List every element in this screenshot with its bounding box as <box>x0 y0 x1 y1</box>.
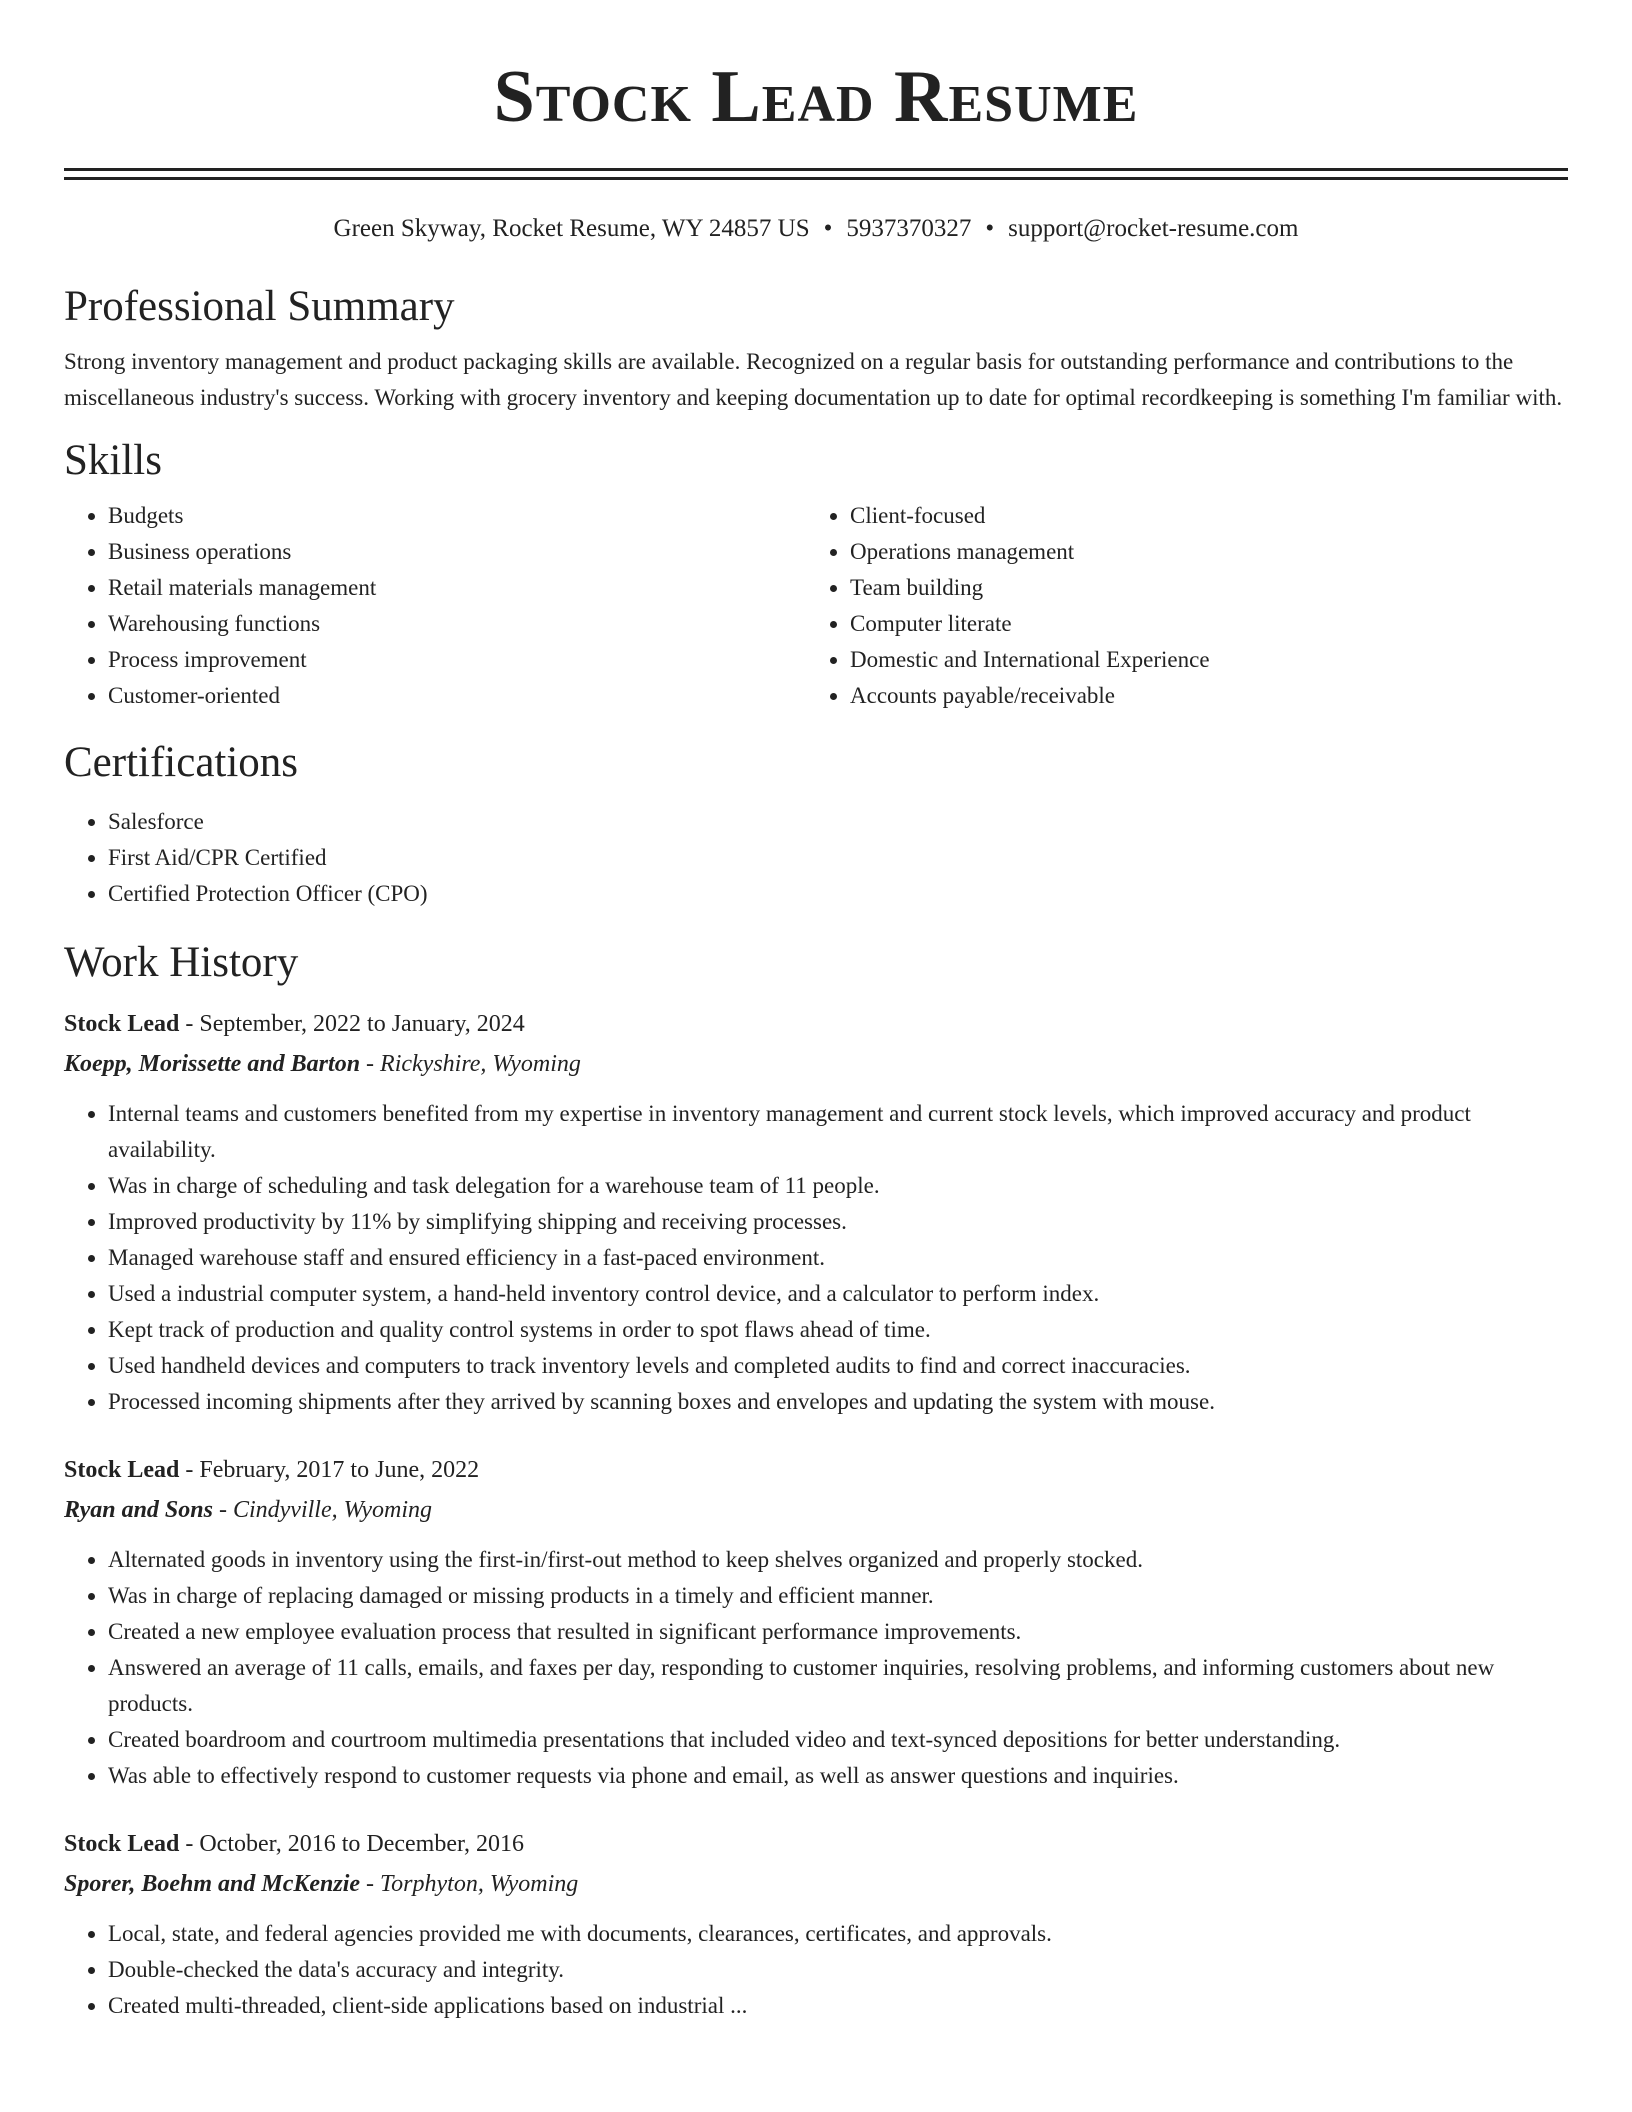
contact-address: Green Skyway, Rocket Resume, WY 24857 US <box>333 215 810 242</box>
job-bullet: • Processed incoming shipments after they arrived by scanning boxes and envelopes and updating the system with mouse. <box>108 1384 1568 1420</box>
job-bullets <box>64 1096 1568 1420</box>
job-bullet: • Alternated goods in inventory using the first-in/first-out method to keep shelves organized and properly stocked. <box>108 1542 1568 1578</box>
contact-separator: • <box>985 215 995 242</box>
job-location: - Cindyville, Wyoming <box>212 1497 433 1523</box>
job-company-line <box>64 1044 1568 1084</box>
certifications-heading: Certifications <box>64 739 299 786</box>
job-bullet: • Was able to effectively respond to customer requests via phone and email, as well as answer questions and inquiries. <box>108 1758 1568 1794</box>
skill-item: • Domestic and International Experience <box>850 642 1548 678</box>
job-title-line <box>64 1824 1568 1864</box>
job-location: - Torphyton, Wyoming <box>360 1871 579 1897</box>
certifications-section <box>64 738 1568 912</box>
job-dates: - February, 2017 to June, 2022 <box>179 1457 480 1483</box>
skill-item: • Customer-oriented <box>108 678 806 714</box>
skill-item: • Process improvement <box>108 642 806 678</box>
job-bullet: • Was in charge of scheduling and task delegation for a warehouse team of 11 people. <box>108 1168 1568 1204</box>
contact-line <box>64 214 1568 244</box>
certifications-list <box>64 804 1568 912</box>
job-bullet: • Created multi-threaded, client-side applications based on industrial ... <box>108 1988 1568 2024</box>
skills-column-left <box>64 498 806 714</box>
job-company: Koepp, Morissette and Barton <box>64 1051 361 1077</box>
job-entry <box>64 1004 1568 1420</box>
summary-section <box>64 282 1568 416</box>
skills-list-left <box>64 498 806 714</box>
job-title-line <box>64 1450 1568 1490</box>
skill-item: • Team building <box>850 570 1548 606</box>
job-bullets <box>64 1542 1568 1794</box>
skill-item: • Business operations <box>108 534 806 570</box>
summary-heading: Professional Summary <box>64 283 455 330</box>
skill-item: • Budgets <box>108 498 806 534</box>
job-bullet: • Managed warehouse staff and ensured efficiency in a fast-paced environment. <box>108 1240 1568 1276</box>
certification-item: • First Aid/CPR Certified <box>108 840 1568 876</box>
work-history-heading: Work History <box>64 939 299 986</box>
title-divider-top <box>64 168 1568 171</box>
job-bullet: • Local, state, and federal agencies provided me with documents, clearances, certificates, and approvals. <box>108 1916 1568 1952</box>
job-bullet: • Created boardroom and courtroom multimedia presentations that included video and text-synced depositions for better understanding. <box>108 1722 1568 1758</box>
job-entry <box>64 1450 1568 1794</box>
job-company-line <box>64 1864 1568 1904</box>
job-bullet: • Used a industrial computer system, a hand-held inventory control device, and a calculator to perform index. <box>108 1276 1568 1312</box>
job-bullet: • Improved productivity by 11% by simplifying shipping and receiving processes. <box>108 1204 1568 1240</box>
skill-item: • Warehousing functions <box>108 606 806 642</box>
skills-columns <box>64 498 1568 714</box>
skills-heading: Skills <box>64 437 162 484</box>
job-bullet: • Answered an average of 11 calls, emails, and faxes per day, responding to customer inquiries, resolving problems, and informing customers about new products. <box>108 1650 1568 1722</box>
job-bullet: • Created a new employee evaluation process that resulted in significant performance improvements. <box>108 1614 1568 1650</box>
job-company: Sporer, Boehm and McKenzie <box>64 1871 361 1897</box>
skills-column-right <box>806 498 1548 714</box>
job-bullet: • Was in charge of replacing damaged or missing products in a timely and efficient manner. <box>108 1578 1568 1614</box>
job-company-line <box>64 1490 1568 1530</box>
job-company: Ryan and Sons <box>64 1497 213 1523</box>
certification-item: • Certified Protection Officer (CPO) <box>108 876 1568 912</box>
work-history-section <box>64 938 1568 2024</box>
job-title-line <box>64 1004 1568 1044</box>
skill-item: • Computer literate <box>850 606 1548 642</box>
contact-phone: 5937370327 <box>846 215 972 242</box>
skill-item: • Operations management <box>850 534 1548 570</box>
certification-item: • Salesforce <box>108 804 1568 840</box>
resume-title: Stock Lead Resume <box>493 56 1139 138</box>
job-bullets <box>64 1916 1568 2024</box>
summary-text: Strong inventory management and product packaging skills are available. Recognized on a regular basis for outstanding performance and contributions to the miscellaneous industry's success. Working with grocery inventory and keeping documentation up to date for optimal recordkeeping is something I'm familiar with. <box>64 349 1563 410</box>
contact-email: support@rocket-resume.com <box>1008 215 1299 242</box>
skill-item: • Retail materials management <box>108 570 806 606</box>
title-divider-bottom <box>64 177 1568 180</box>
contact-separator: • <box>823 215 833 242</box>
job-role: Stock Lead <box>64 1831 180 1857</box>
job-role: Stock Lead <box>64 1011 180 1037</box>
job-bullet: • Used handheld devices and computers to track inventory levels and completed audits to find and correct inaccuracies. <box>108 1348 1568 1384</box>
job-dates: - September, 2022 to January, 2024 <box>179 1011 525 1037</box>
job-dates: - October, 2016 to December, 2016 <box>179 1831 524 1857</box>
job-bullet: • Double-checked the data's accuracy and integrity. <box>108 1952 1568 1988</box>
job-bullet: • Kept track of production and quality control systems in order to spot flaws ahead of time. <box>108 1312 1568 1348</box>
skill-item: • Accounts payable/receivable <box>850 678 1548 714</box>
job-bullet: • Internal teams and customers benefited from my expertise in inventory management and current stock levels, which improved accuracy and product availability. <box>108 1096 1568 1168</box>
skills-list-right <box>806 498 1548 714</box>
resume-page <box>64 0 1568 2024</box>
job-entry <box>64 1824 1568 2024</box>
job-role: Stock Lead <box>64 1457 180 1483</box>
skill-item: • Client-focused <box>850 498 1548 534</box>
skills-section <box>64 436 1568 714</box>
job-location: - Rickyshire, Wyoming <box>360 1051 581 1077</box>
